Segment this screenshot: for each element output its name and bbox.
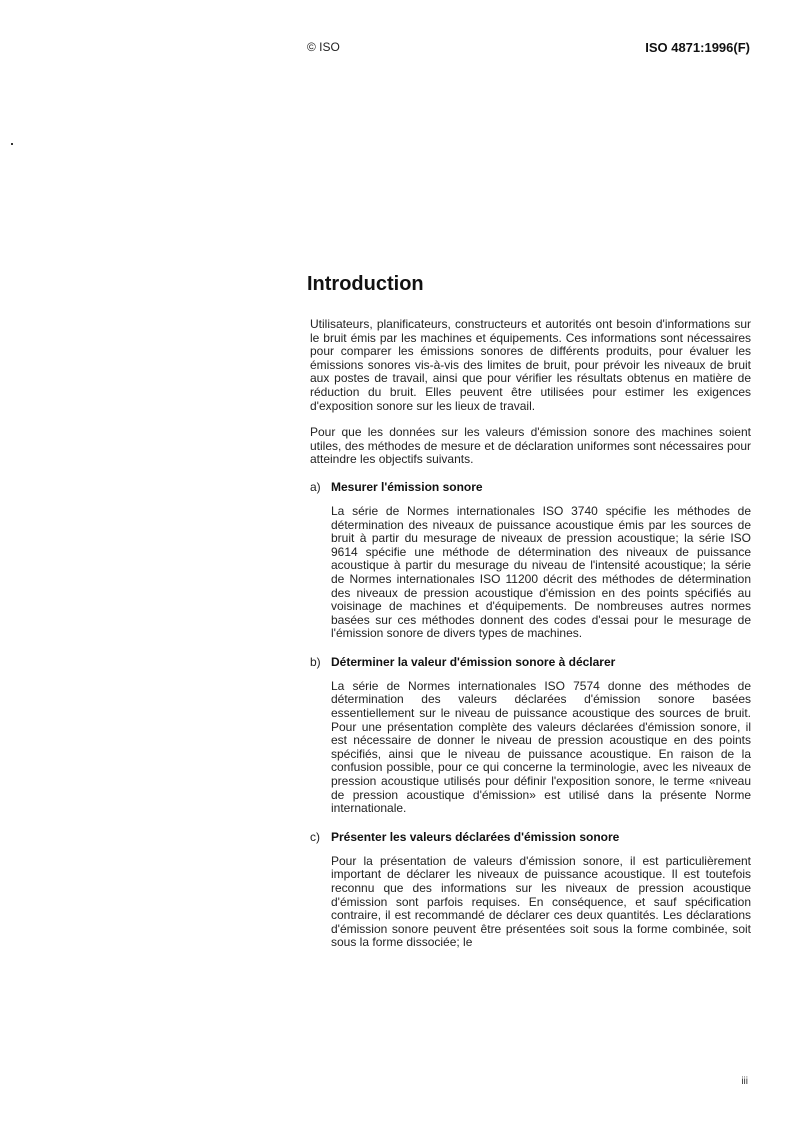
margin-mark — [11, 143, 13, 145]
intro-paragraph-2: Pour que les données sur les valeurs d'émission sonore des machines soient utiles, des méthodes de mesure et de déclaration uniformes sont nécessaires pour atteindre les objectifs suivants. — [310, 425, 751, 467]
list-item-body: La série de Normes internationales ISO 7574 donne des méthodes de détermination des valeurs déclarées d'émission sonore basées essentiellement sur le niveau de puissance acoustique des sources de bruit. Pour une présentation complète des valeurs déclarées d'émission sonore, il est nécessaire de donner le niveau de pression acoustique en des points spécifiés, ainsi que le niveau de puissance acoustique. En raison de la confusion possible, pour ce qui concerne la terminologie, avec les niveaux de pression acoustique utilisés pour définir l'exposition sonore, le terme «niveau de pression acoustique d'émission» est utilisé dans la présente Norme internationale. — [331, 678, 751, 816]
list-item-label: a) — [310, 479, 321, 494]
list-item-b — [310, 655, 751, 816]
list-item-heading: Déterminer la valeur d'émission sonore à déclarer — [331, 654, 616, 669]
list-item-label: c) — [310, 829, 320, 844]
list-item-a — [310, 480, 751, 641]
list-item-body: La série de Normes internationales ISO 3740 spécifie les méthodes de détermination des niveaux de puissance acoustique émis par les sources de bruit à partir du mesurage de niveaux de pression acoustique; la série ISO 9614 spécifie une méthode de détermination des niveaux de puissance acoustique à partir du mesurage du niveau de l'intensité acoustique; la série de Normes internationales ISO 11200 décrit des méthodes de détermination des niveaux de pression acoustique d'émission en des points spécifiés au voisinage de machines et d'équipements. De nombreuses autres normes basées sur ces méthodes donnent des codes d'essai pour le mesurage de l'émission sonore de divers types de machines. — [331, 503, 751, 641]
list-item-heading: Mesurer l'émission sonore — [331, 479, 483, 494]
copyright-notice: © ISO — [307, 40, 340, 54]
standard-reference: ISO 4871:1996(F) — [645, 40, 750, 55]
page-number: iii — [741, 1076, 748, 1087]
list-item-body: Pour la présentation de valeurs d'émission sonore, il est particulièrement important de déclarer les niveaux de puissance acoustique. Il est toutefois reconnu que des informations sur les niveaux de pression acoustique d'émission sont parfois requises. En conséquence, et sauf spécification contraire, il est recommandé de déclarer ces deux quantités. Les déclarations d'émission sonore peuvent être présentées soit sous la forme combinée, soit sous la forme dissociée; le — [331, 853, 751, 950]
intro-paragraph-1: Utilisateurs, planificateurs, constructeurs et autorités ont besoin d'informations sur le bruit émis par les machines et équipements. Ces informations sont nécessaires pour comparer les émissions sonores de différents produits, pour évaluer les émissions sonores vis-à-vis des limites de bruit, pour prévoir les niveaux de bruit aux postes de travail, ainsi que pour vérifier les résultats obtenus en matière de réduction du bruit. Elles peuvent être utilisées pour estimer les exigences d'exposition sonore sur les lieux de travail. — [310, 317, 751, 413]
list-item-c — [310, 830, 751, 950]
section-title: Introduction — [307, 273, 424, 295]
list-item-label: b) — [310, 654, 321, 669]
list-item-heading: Présenter les valeurs déclarées d'émission sonore — [331, 829, 620, 844]
section-content — [310, 318, 751, 964]
